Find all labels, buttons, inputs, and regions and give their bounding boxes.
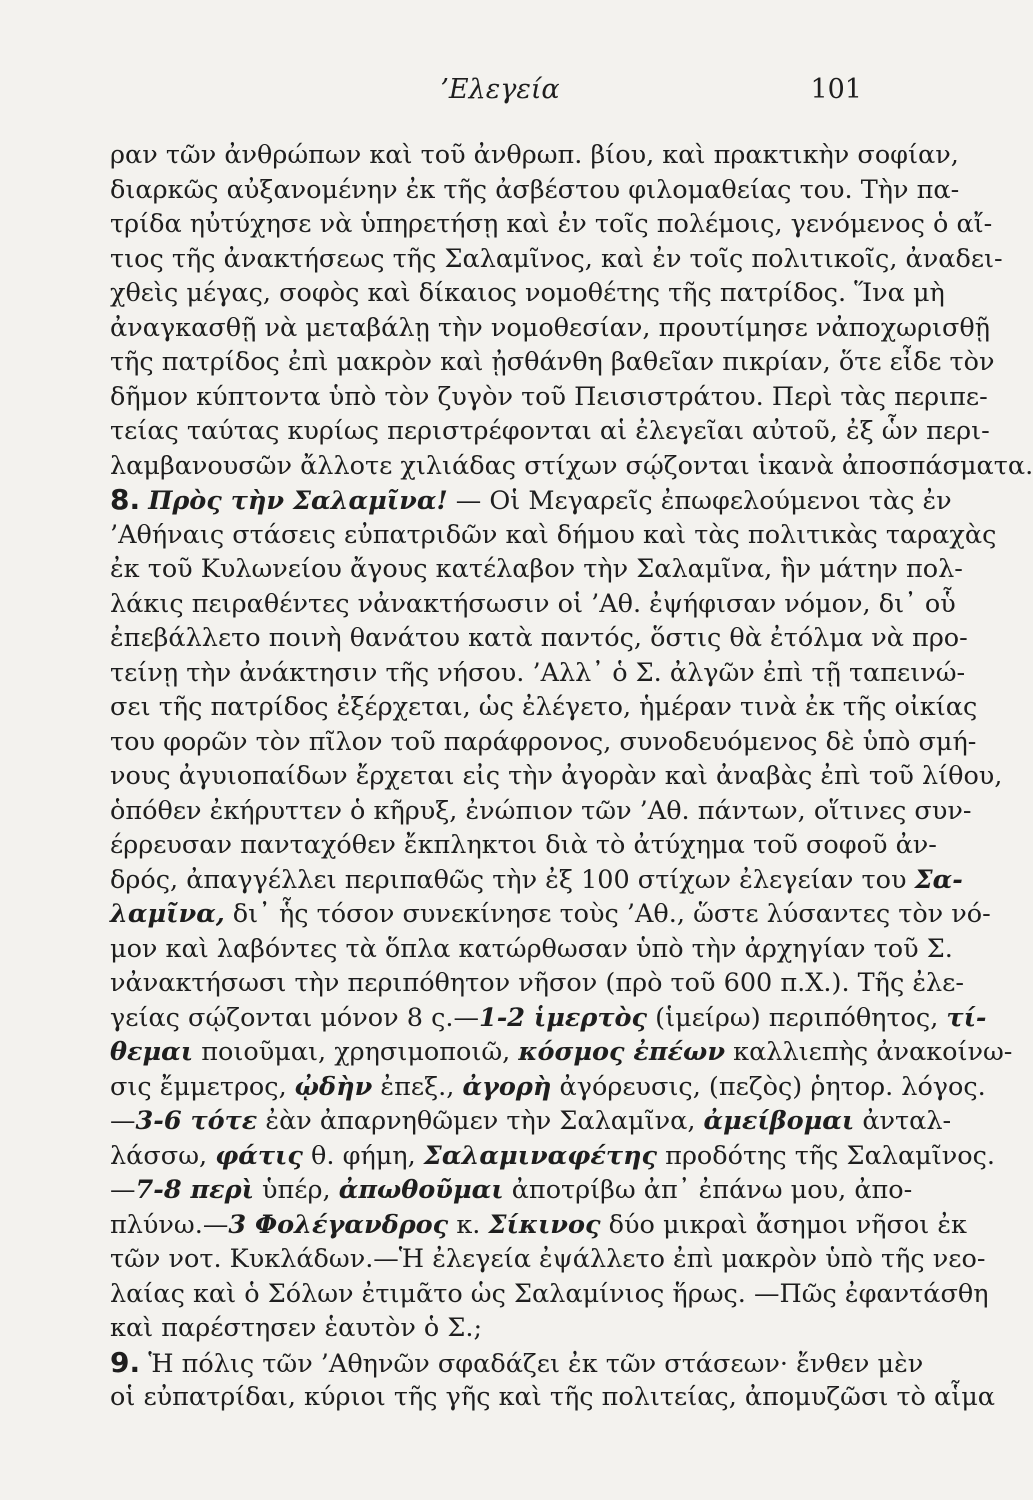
text-run: ἀνταλ- [854, 1106, 952, 1136]
text-run: — Οἱ Μεγαρεῖς ἐπωφελούμενοι τὰς ἐν [447, 486, 952, 516]
text-line [110, 242, 1003, 277]
text-line [110, 138, 959, 173]
emphasis-term: 3 Φολέγανδρος [228, 1209, 449, 1240]
text-line [110, 828, 937, 863]
text-line [110, 897, 991, 932]
text-run: — [110, 1175, 136, 1205]
text-line [110, 621, 968, 656]
text-run: (ἱμείρω) περιπόθητος, [647, 1002, 947, 1033]
text-run: δρός, ἀπαγγέλλει περιπαθῶς τὴν ἐξ 100 στίχων ἐλεγείαν του [110, 864, 915, 895]
text-run: τιος τῆς ἀνακτήσεως τῆς Σαλαμῖνος, καὶ ἐν τοῖς πολιτικοῖς, ἀναδει- [110, 243, 1003, 274]
text-run: ἐπεβάλλετο ποινὴ θανάτου κατὰ παντός, ὅστις θὰ ἐτόλμα νὰ προ- [110, 623, 968, 653]
text-line [110, 1070, 986, 1105]
emphasis-term: φάτις [215, 1140, 303, 1171]
text-run: λάσσω, [110, 1140, 216, 1171]
text-run: του φορῶν τὸν πῖλον τοῦ παράφρονος, συνοδευόμενος δὲ ὑπὸ σμή- [110, 726, 977, 757]
text-line [110, 1311, 862, 1346]
text-run: τρίδα ηὐτύχησε νὰ ὑπηρετήσῃ καὶ ἐν τοῖς πολέμοις, γενόμενος ὁ αἴ- [110, 209, 993, 239]
text-run: σει τῆς πατρίδος ἐξέρχεται, ὡς ἐλέγετο, ἡμέραν τινὰ ἐκ τῆς οἰκίας [110, 692, 978, 722]
text-line [110, 518, 997, 553]
emphasis-term: Πρὸς τὴν Σαλαμῖνα! [148, 486, 448, 516]
text-line [110, 345, 995, 380]
text-run: — [110, 1106, 136, 1136]
text-run: διαρκῶς αὐξανομένην ἐκ τῆς ἀσβέστου φιλομαθείας του. Τὴν πα- [110, 174, 960, 205]
page-number: 101 [810, 74, 862, 105]
text-run: ἀγόρευσις, (πεζὸς) ῥητορ. λόγος. [551, 1071, 986, 1102]
emphasis-term: ἀγορὴ [462, 1071, 552, 1102]
text-line [110, 449, 1033, 484]
section-number: 9. [110, 1345, 141, 1379]
emphasis-term: Σίκινος [488, 1209, 601, 1240]
text-run: τῶν νοτ. Κυκλάδων.—Ἡ ἐλεγεία ἐψάλλετο ἐπὶ μακρὸν ὑπὸ τῆς νεο- [110, 1244, 986, 1274]
text-line [110, 380, 988, 415]
text-run: κ. [448, 1209, 489, 1240]
text-run: τείας ταύτας κυρίως περιστρέφονται αἱ ἐλεγεῖαι αὐτοῦ, ἐξ ὧν περι- [110, 416, 990, 446]
text-run: ὑπέρ, [253, 1175, 339, 1205]
text-line [110, 1173, 913, 1208]
emphasis-term: Σαλαμιναφέτης [423, 1140, 658, 1171]
text-line [110, 966, 965, 1001]
text-run: χθεὶς μέγας, σοφὸς καὶ δίκαιος νομοθέτης τῆς πατρίδος. Ἵνα μὴ [110, 278, 945, 308]
text-line [110, 1035, 1013, 1070]
text-run: ὁπόθεν ἐκήρυττεν ὁ κῆρυξ, ἐνώπιον τῶν ’Αθ. πάντων, οἵτινες συν- [110, 795, 972, 826]
body-text [110, 138, 1033, 1415]
text-run: τῆς πατρίδος ἐπὶ μακρὸν καὶ ᾐσθάνθη βαθεῖαν πικρίαν, ὅτε εἶδε τὸν [110, 347, 995, 377]
emphasis-term: Σα- [914, 864, 963, 895]
text-run: ἐὰν ἀπαρνηθῶμεν τὴν Σαλαμῖνα, [257, 1106, 704, 1136]
text-run: ἐπεξ., [372, 1071, 463, 1102]
text-run: πλύνω.— [110, 1209, 229, 1240]
text-line [110, 207, 993, 242]
section-number: 8. [110, 483, 141, 516]
emphasis-term: τί- [946, 1002, 987, 1033]
text-line [110, 794, 972, 829]
text-line [110, 1208, 967, 1243]
running-header-title: ’Ελεγεία [440, 74, 560, 105]
text-run: ποιοῦμαι, χρησιμοποιῶ, [193, 1037, 519, 1067]
emphasis-term: 3-6 τότε [135, 1106, 258, 1136]
text-line [110, 1001, 987, 1036]
text-run: μον καὶ λαβόντες τὰ ὅπλα κατώρθωσαν ὑπὸ τὴν ἀρχηγίαν τοῦ Σ. [110, 933, 953, 964]
emphasis-term: ἀπωθοῦμαι [338, 1175, 504, 1205]
text-run: καὶ παρέστησεν ἑαυτὸν ὁ Σ.; [110, 1313, 483, 1343]
text-run: νἀνακτήσωσι τὴν περιπόθητον νῆσον (πρὸ τοῦ 600 π.Χ.). Τῆς ἐλε- [110, 968, 965, 998]
text-run: ’Αθήναις στάσεις εὐπατριδῶν καὶ δήμου καὶ τὰς πολιτικὰς ταραχὰς [110, 519, 997, 550]
text-run: λαμβανουσῶν ἄλλοτε χιλιάδας στίχων σῴζονται ἱκανὰ ἀποσπάσματα. [110, 450, 1033, 481]
text-run: σις ἔμμετρος, [110, 1071, 295, 1102]
text-line [110, 276, 945, 311]
text-line [110, 1345, 924, 1381]
text-line [110, 1104, 952, 1139]
text-line [110, 311, 990, 346]
text-line [110, 1139, 995, 1174]
emphasis-term: ᾠδὴν [294, 1071, 373, 1102]
text-line [110, 932, 953, 967]
text-run: δῆμον κύπτοντα ὑπὸ τὸν ζυγὸν τοῦ Πεισιστράτου. Περὶ τὰς περιπε- [110, 381, 988, 412]
text-line [110, 656, 966, 691]
emphasis-term: 7-8 περὶ [135, 1175, 254, 1205]
emphasis-term: κόσμος ἐπέων [518, 1037, 726, 1067]
text-run: Ἡ πόλις τῶν ’Αθηνῶν σφαδάζει ἐκ τῶν στάσεων· ἔνθεν μὲν [140, 1348, 924, 1379]
text-run: έρρευσαν πανταχόθεν ἔκπληκτοι διὰ τὸ ἀτύχημα τοῦ σοφοῦ ἀν- [110, 830, 937, 860]
text-run: γείας σῴζονται μόνον 8 ς.— [110, 1002, 479, 1033]
text-line [110, 690, 978, 725]
text-run: ἐκ τοῦ Κυλωνείου ἄγους κατέλαβον τὴν Σαλαμῖνα, ἣν μάτην πολ- [110, 554, 963, 584]
text-run: προδότης τῆς Σαλαμῖνος. [657, 1140, 995, 1171]
text-run: καλλιεπὴς ἀνακοίνω- [725, 1037, 1013, 1067]
text-run: δύο μικραὶ ἄσημοι νῆσοι ἐκ [600, 1209, 967, 1240]
text-run: δι᾽ ἧς τόσον συνεκίνησε τοὺς ’Αθ., ὥστε λύσαντες τὸν νό- [224, 899, 991, 929]
text-run: θ. φήμη, [302, 1140, 424, 1171]
emphasis-term: ἀμείβομαι [703, 1106, 855, 1136]
text-run: λαίας καὶ ὁ Σόλων ἐτιμᾶτο ὡς Σαλαμίνιος ἥρως. —Πῶς ἐφαντάσθη [110, 1278, 989, 1309]
text-line [110, 483, 952, 518]
text-line [110, 725, 977, 760]
text-line [110, 552, 963, 587]
text-line [110, 1242, 986, 1277]
text-run: ἀναγκασθῇ νὰ μεταβάλῃ τὴν νομοθεσίαν, προυτίμησε νἀποχωρισθῇ [110, 312, 990, 343]
text-run: οἱ εὐπατρίδαι, κύριοι τῆς γῆς καὶ τῆς πολιτείας, ἀπομυζῶσι τὸ αἷμα [110, 1382, 996, 1412]
emphasis-term: θεμαι [110, 1037, 194, 1067]
text-run: νους ἀγυιοπαίδων ἔρχεται εἰς τὴν ἀγορὰν καὶ ἀναβὰς ἐπὶ τοῦ λίθου, [110, 761, 1003, 791]
text-line [110, 414, 990, 449]
text-run: ραν τῶν ἀνθρώπων καὶ τοῦ ἀνθρωπ. βίου, καὶ πρακτικὴν σοφίαν, [110, 140, 959, 170]
text-run: ἀποτρίβω ἀπ᾽ ἐπάνω μου, ἀπο- [503, 1175, 913, 1205]
text-line [110, 587, 956, 622]
emphasis-term: 1-2 ἱμερτὸς [478, 1002, 648, 1033]
emphasis-term: λαμῖνα, [110, 899, 225, 929]
text-line [110, 863, 963, 898]
text-line [110, 1277, 989, 1312]
text-run: τείνῃ τὴν ἀνάκτησιν τῆς νήσου. ’Αλλ᾽ ὁ Σ. ἀλγῶν ἐπὶ τῇ ταπεινώ- [110, 657, 966, 688]
text-line [110, 173, 960, 208]
text-line [110, 1380, 996, 1415]
text-run: λάκις πειραθέντες νἀνακτήσωσιν οἱ ’Αθ. ἐψήφισαν νόμον, δι᾽ οὗ [110, 588, 956, 619]
text-line [110, 759, 1003, 794]
